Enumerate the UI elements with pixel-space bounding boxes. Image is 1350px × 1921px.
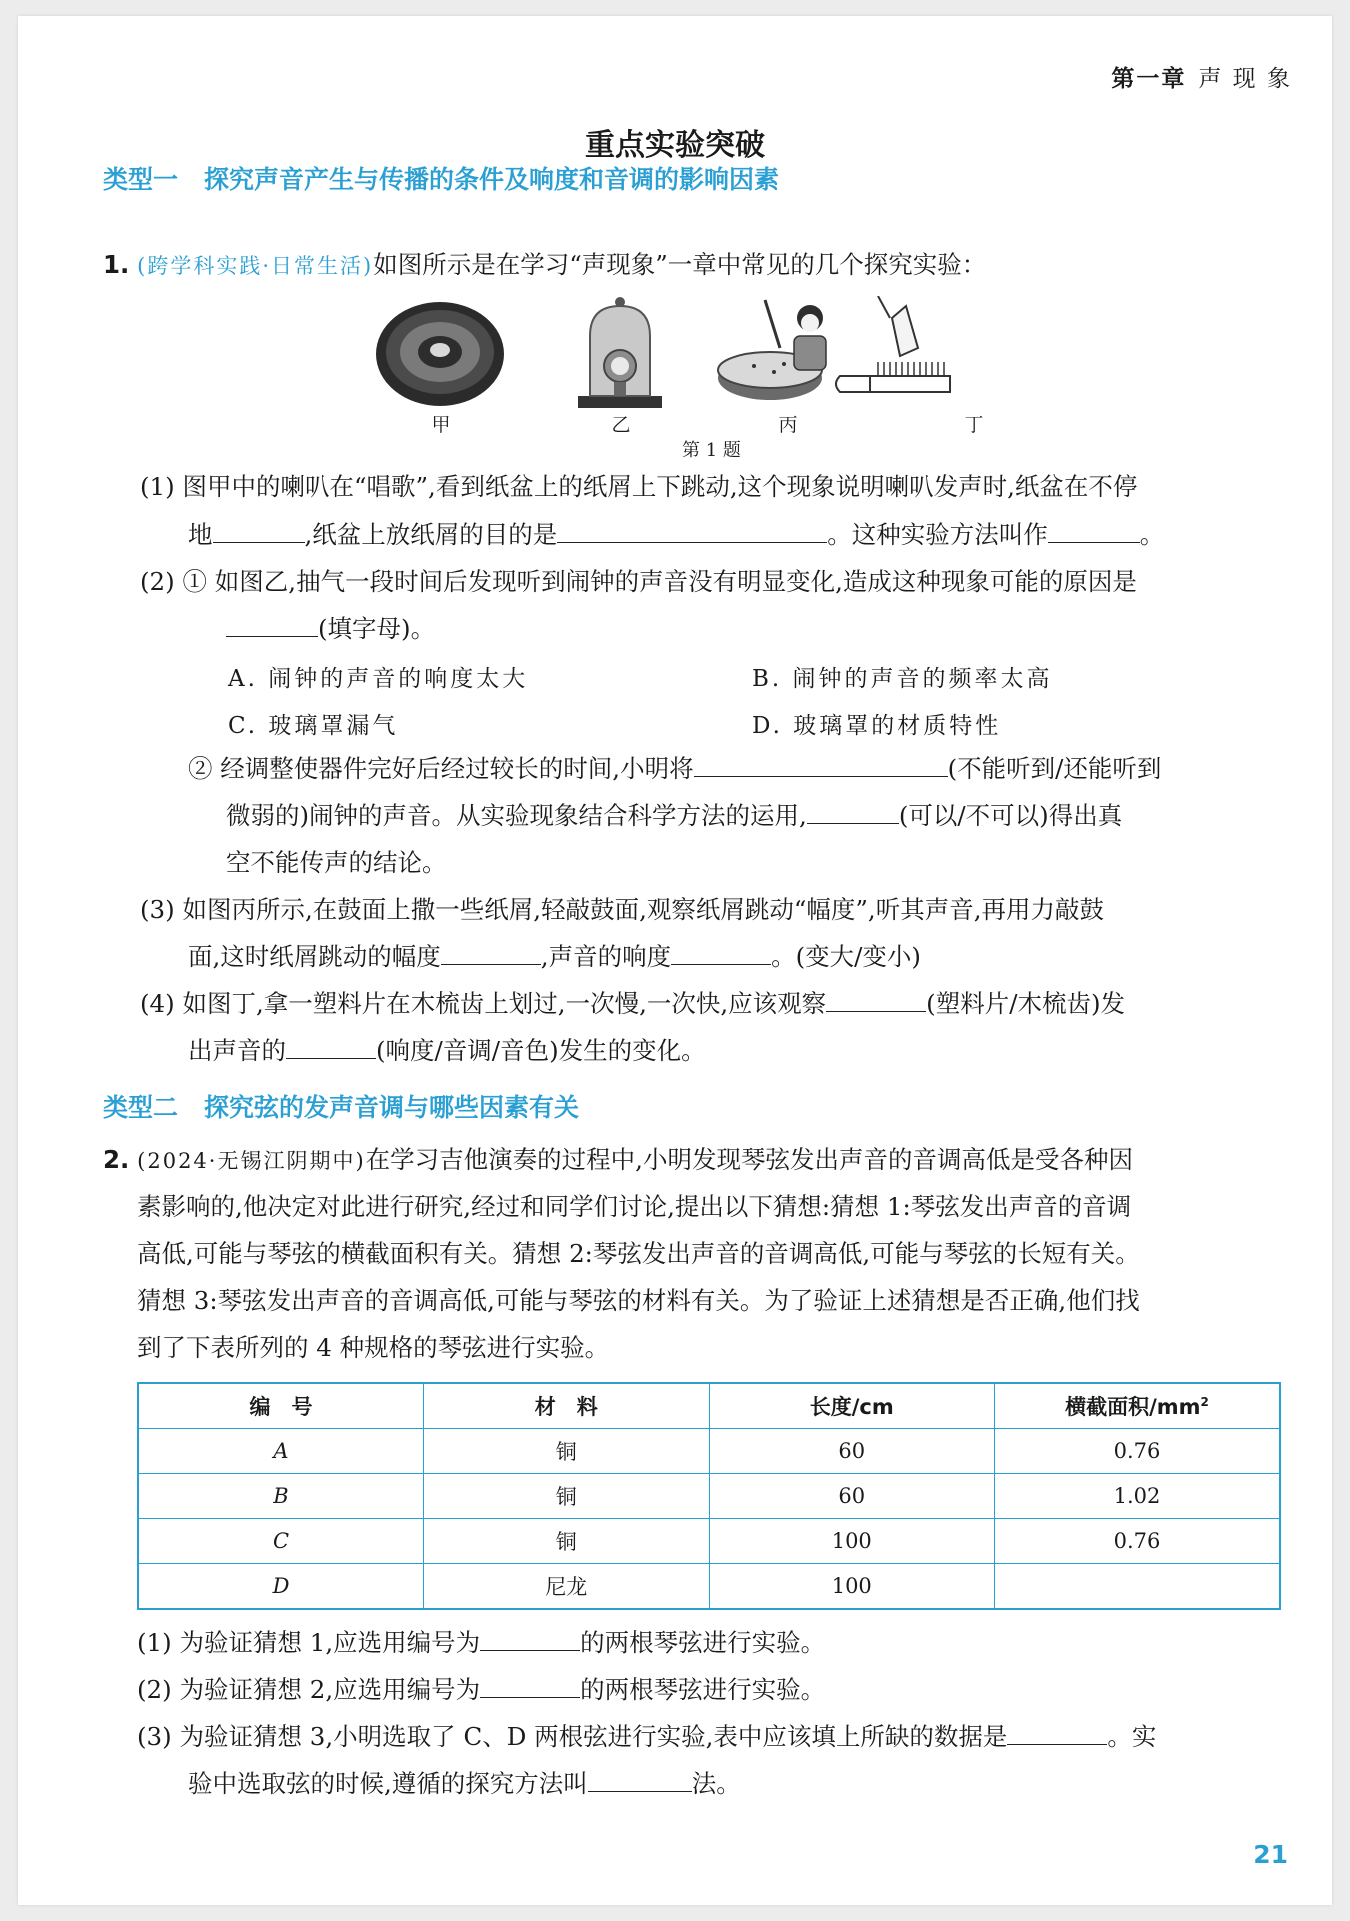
cell-length: 100 bbox=[709, 1519, 995, 1564]
section-heading-2 bbox=[103, 1088, 579, 1124]
text: ,声音的响度 bbox=[540, 942, 672, 971]
table-row bbox=[138, 1564, 1280, 1610]
cell-length: 100 bbox=[709, 1564, 995, 1610]
cell-length: 60 bbox=[709, 1474, 995, 1519]
q1-part4-line1 bbox=[140, 987, 1125, 1021]
option-a: A. 闹钟的声音的响度太大 bbox=[228, 666, 529, 692]
question-2-stem-line5: 到了下表所列的 4 种规格的琴弦进行实验。 bbox=[137, 1333, 610, 1362]
text: 验中选取弦的时候,遵循的探究方法叫 bbox=[188, 1769, 588, 1798]
text: 。实 bbox=[1107, 1722, 1157, 1751]
cell-material: 铜 bbox=[424, 1429, 710, 1474]
q1-part4-line2 bbox=[188, 1034, 706, 1068]
header-area bbox=[995, 1383, 1281, 1429]
q1-part1-line2 bbox=[188, 518, 1164, 552]
text: 的两根琴弦进行实验。 bbox=[580, 1675, 826, 1704]
text: 法。 bbox=[691, 1769, 741, 1798]
figure-label-bing: 丙 bbox=[778, 414, 798, 436]
page-number: 21 bbox=[1253, 1840, 1288, 1869]
question-1-stem bbox=[103, 248, 986, 283]
text: ,纸盆上放纸屑的目的是 bbox=[304, 520, 558, 549]
string-spec-table bbox=[137, 1382, 1281, 1610]
q1-part2b-line3: 空不能传声的结论。 bbox=[226, 848, 447, 877]
q1-part3-line2 bbox=[188, 940, 921, 974]
answer-blank[interactable] bbox=[807, 799, 899, 824]
q1-part2b-line1 bbox=[188, 752, 1161, 786]
q1-part2-line1: (2) ① 如图乙,抽气一段时间后发现听到闹钟的声音没有明显变化,造成这种现象可能的原因是 bbox=[140, 567, 1137, 596]
drum-figure bbox=[718, 300, 826, 400]
speaker-figure bbox=[376, 302, 504, 406]
question-source: (跨学科实践·日常生活) bbox=[137, 254, 374, 278]
question-number: 1. bbox=[103, 250, 130, 279]
question-text: 在学习吉他演奏的过程中,小明发现琴弦发出声音的音调高低是受各种因 bbox=[365, 1145, 1133, 1174]
cell-area-missing[interactable] bbox=[995, 1564, 1281, 1610]
cell-id: B bbox=[138, 1474, 424, 1519]
text: (不能听到/还能听到 bbox=[947, 754, 1162, 783]
section-tag: 类型一 bbox=[103, 165, 179, 194]
question-number: 2. bbox=[103, 1145, 130, 1174]
header-length: 长度/cm bbox=[709, 1383, 995, 1429]
question-source: (2024·无锡江阴期中) bbox=[137, 1149, 366, 1173]
answer-blank[interactable] bbox=[588, 1767, 692, 1792]
q2-sub2 bbox=[137, 1673, 825, 1707]
section-text: 探究弦的发声音调与哪些因素有关 bbox=[204, 1093, 580, 1122]
comb-figure bbox=[836, 296, 950, 392]
q1-part3-line1: (3) 如图丙所示,在鼓面上撒一些纸屑,轻敲鼓面,观察纸屑跳动“幅度”,听其声音,再用力敲鼓 bbox=[140, 895, 1104, 924]
text: (2) 为验证猜想 2,应选用编号为 bbox=[137, 1675, 481, 1704]
answer-blank[interactable] bbox=[557, 518, 827, 543]
question-2-stem-line4: 猜想 3:琴弦发出声音的音调高低,可能与琴弦的材料有关。为了验证上述猜想是否正确,他们找 bbox=[137, 1286, 1140, 1315]
text: 面,这时纸屑跳动的幅度 bbox=[188, 942, 441, 971]
answer-blank[interactable] bbox=[694, 752, 948, 777]
section-heading-1 bbox=[103, 160, 779, 196]
chapter-number: 第一章 bbox=[1111, 66, 1187, 92]
text: 。(变大/变小) bbox=[771, 942, 921, 971]
answer-blank[interactable] bbox=[826, 987, 926, 1012]
page-title: 重点实验突破 bbox=[585, 128, 765, 163]
answer-blank[interactable] bbox=[226, 612, 318, 637]
chapter-header bbox=[1111, 60, 1292, 93]
answer-blank[interactable] bbox=[441, 940, 541, 965]
cell-id: C bbox=[138, 1519, 424, 1564]
figure-label-jia: 甲 bbox=[431, 414, 451, 436]
cell-id: D bbox=[138, 1564, 424, 1610]
header-material: 材 料 bbox=[424, 1383, 710, 1429]
text: (3) 为验证猜想 3,小明选取了 C、D 两根弦进行实验,表中应该填上所缺的数据是 bbox=[137, 1722, 1008, 1751]
option-d: D. 玻璃罩的材质特性 bbox=[752, 713, 1002, 739]
text: (填字母)。 bbox=[318, 614, 436, 643]
text: 。这种实验方法叫作 bbox=[827, 520, 1048, 549]
answer-blank[interactable] bbox=[480, 1626, 580, 1651]
q1-part1-line1: (1) 图甲中的喇叭在“唱歌”,看到纸盆上的纸屑上下跳动,这个现象说明喇叭发声时,纸盆在不停 bbox=[140, 472, 1138, 501]
text: 的两根琴弦进行实验。 bbox=[580, 1628, 826, 1657]
answer-blank[interactable] bbox=[671, 940, 771, 965]
header-id: 编 号 bbox=[138, 1383, 424, 1429]
answer-blank[interactable] bbox=[286, 1034, 376, 1059]
section-text: 探究声音产生与传播的条件及响度和音调的影响因素 bbox=[204, 165, 780, 194]
chapter-name: 声 现 象 bbox=[1198, 66, 1292, 92]
q2-sub3-line1 bbox=[137, 1720, 1156, 1754]
cell-area: 1.02 bbox=[995, 1474, 1281, 1519]
text: 出声音的 bbox=[188, 1036, 286, 1065]
text: (4) 如图丁,拿一塑料片在木梳齿上划过,一次慢,一次快,应该观察 bbox=[140, 989, 827, 1018]
header-area-label: 横截面积/mm bbox=[1065, 1395, 1201, 1419]
cell-material: 铜 bbox=[424, 1519, 710, 1564]
text: (塑料片/木梳齿)发 bbox=[926, 989, 1126, 1018]
bell-jar-figure bbox=[578, 297, 662, 408]
option-c: C. 玻璃罩漏气 bbox=[228, 713, 399, 739]
question-text: 如图所示是在学习“声现象”一章中常见的几个探究实验： bbox=[373, 250, 987, 279]
text: (响度/音调/音色)发生的变化。 bbox=[376, 1036, 706, 1065]
question-2-stem-line2: 素影响的,他决定对此进行研究,经过和同学们讨论,提出以下猜想:猜想 1:琴弦发出声音的音调 bbox=[137, 1192, 1132, 1221]
cell-area: 0.76 bbox=[995, 1429, 1281, 1474]
text: (1) 为验证猜想 1,应选用编号为 bbox=[137, 1628, 481, 1657]
cell-area: 0.76 bbox=[995, 1519, 1281, 1564]
figure-label-yi: 乙 bbox=[611, 414, 631, 436]
section-tag: 类型二 bbox=[103, 1093, 179, 1122]
text: (可以/不可以)得出真 bbox=[898, 801, 1123, 830]
cell-material: 铜 bbox=[424, 1474, 710, 1519]
question-2-stem-line3: 高低,可能与琴弦的横截面积有关。猜想 2:琴弦发出声音的音调高低,可能与琴弦的长短有关。 bbox=[137, 1239, 1140, 1268]
option-b: B. 闹钟的声音的频率太高 bbox=[752, 666, 1053, 692]
table-row bbox=[138, 1429, 1280, 1474]
text: 微弱的)闹钟的声音。从实验现象结合科学方法的运用, bbox=[226, 801, 807, 830]
q1-part2b-line2 bbox=[226, 799, 1122, 833]
q2-sub3-line2 bbox=[188, 1767, 741, 1801]
figure-label-ding: 丁 bbox=[964, 414, 984, 436]
answer-blank[interactable] bbox=[480, 1673, 580, 1698]
q2-sub1 bbox=[137, 1626, 825, 1660]
answer-blank[interactable] bbox=[1048, 518, 1140, 543]
header-area-sup: 2 bbox=[1200, 1395, 1209, 1409]
figure-caption: 第 1 题 bbox=[682, 440, 741, 461]
text: ② 经调整使器件完好后经过较长的时间,小明将 bbox=[188, 754, 694, 783]
table-header-row bbox=[138, 1383, 1280, 1429]
question-2-stem-line1 bbox=[103, 1143, 1133, 1178]
experiment-figures bbox=[370, 296, 970, 416]
cell-id: A bbox=[138, 1429, 424, 1474]
cell-material: 尼龙 bbox=[424, 1564, 710, 1610]
cell-length: 60 bbox=[709, 1429, 995, 1474]
table-row bbox=[138, 1519, 1280, 1564]
q1-part2-line2 bbox=[226, 612, 435, 646]
table-row bbox=[138, 1474, 1280, 1519]
answer-blank[interactable] bbox=[213, 518, 305, 543]
answer-blank[interactable] bbox=[1007, 1720, 1107, 1745]
text: 。 bbox=[1139, 520, 1165, 549]
text: 地 bbox=[188, 520, 213, 549]
